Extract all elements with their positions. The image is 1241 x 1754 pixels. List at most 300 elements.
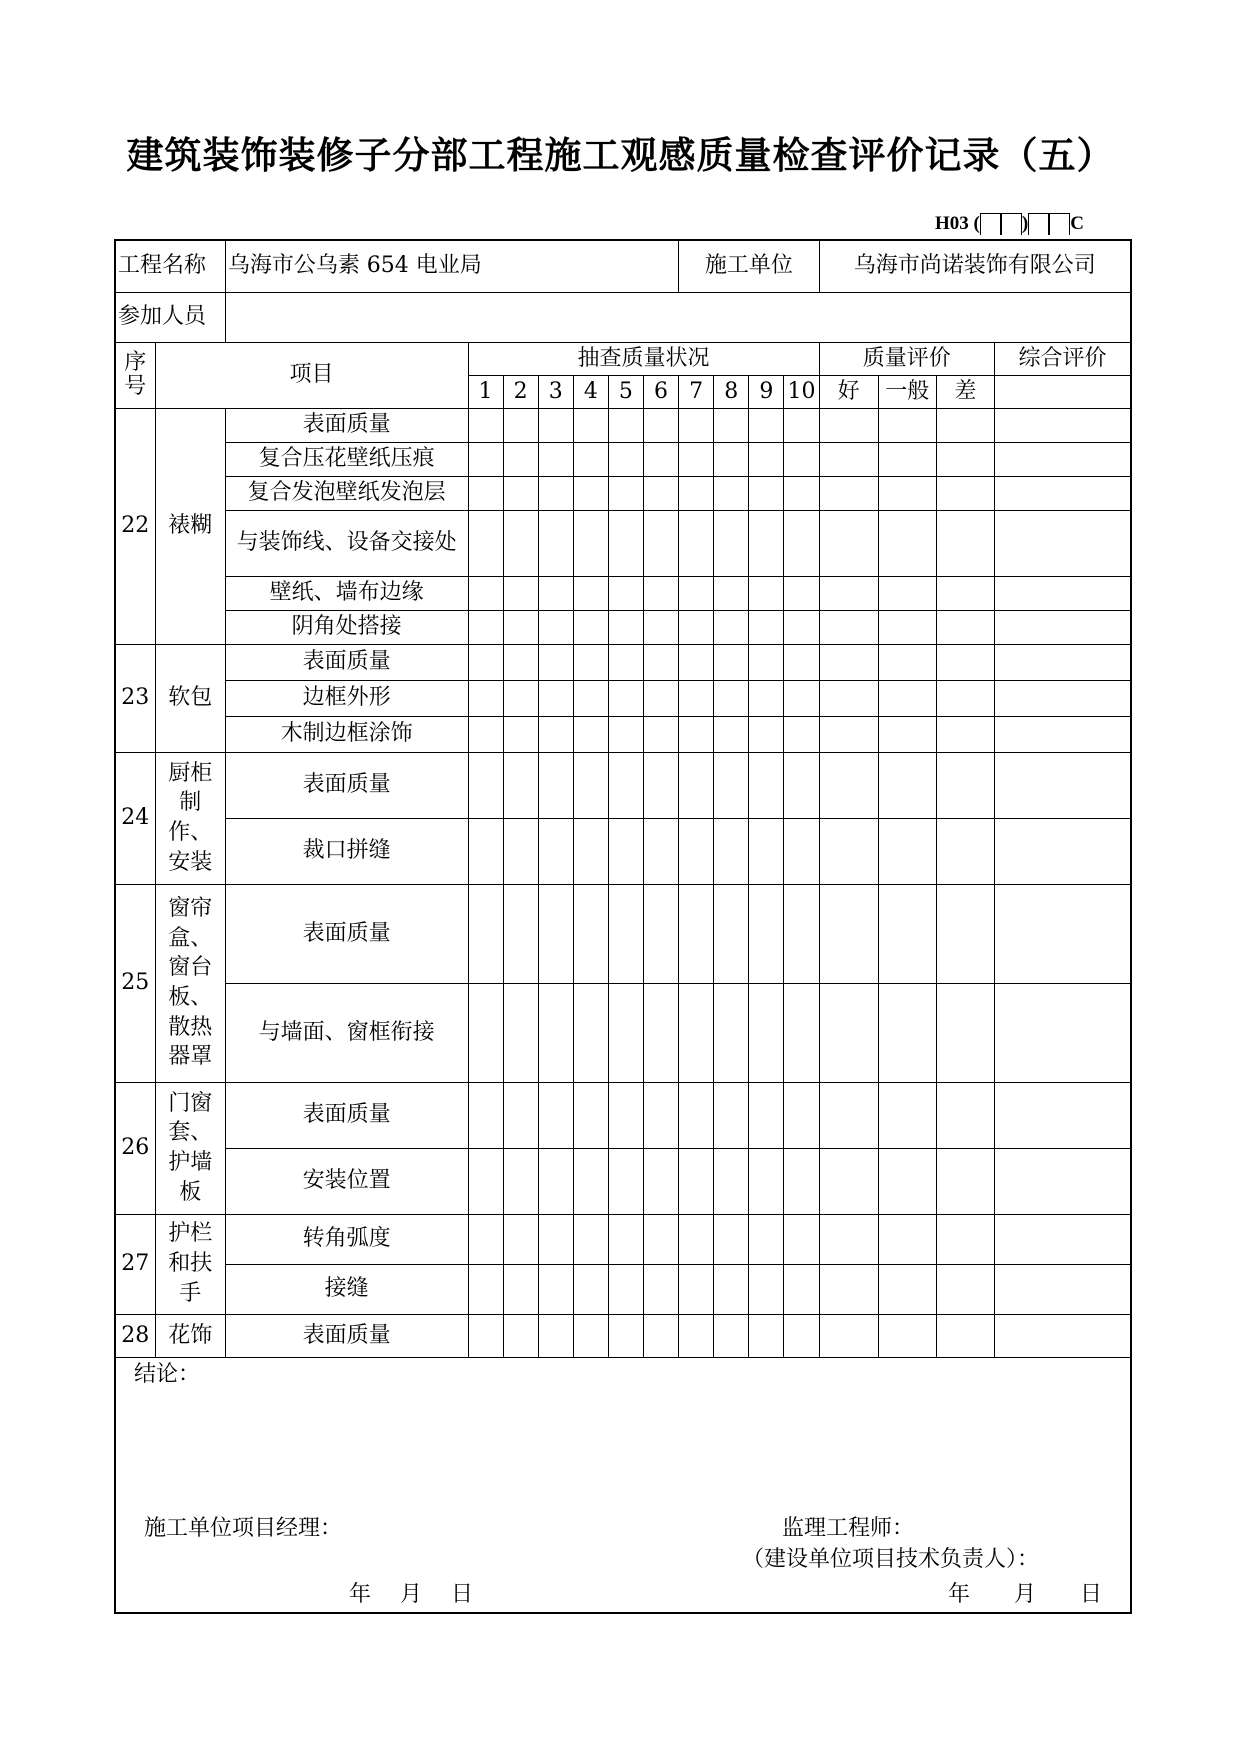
inspection-item: 阴角处搭接 [225, 610, 468, 644]
inspection-item: 与装饰线、设备交接处 [225, 510, 468, 576]
sample-cell[interactable] [503, 510, 538, 576]
sample-cell[interactable] [468, 1314, 503, 1357]
quality-cell[interactable] [936, 1314, 994, 1357]
sample-cell[interactable] [573, 884, 608, 983]
sample-cell[interactable] [608, 752, 643, 818]
sample-cell[interactable] [784, 1214, 819, 1264]
overall-eval-blank [994, 375, 1131, 408]
sample-cell[interactable] [643, 1214, 678, 1264]
sample-cell[interactable] [503, 818, 538, 884]
sample-cell[interactable] [573, 752, 608, 818]
sample-cell[interactable] [643, 983, 678, 1082]
sample-cell[interactable] [538, 610, 573, 644]
sample-cell[interactable] [643, 680, 678, 716]
sample-cell[interactable] [573, 1214, 608, 1264]
quality-cell[interactable] [819, 408, 878, 442]
sample-cell[interactable] [784, 576, 819, 610]
sample-cell[interactable] [573, 1264, 608, 1314]
quality-cell[interactable] [878, 476, 936, 510]
quality-cell[interactable] [936, 442, 994, 476]
quality-cell[interactable] [878, 1148, 936, 1214]
sample-cell[interactable] [784, 716, 819, 752]
sample-cell[interactable] [714, 1264, 749, 1314]
inspection-item: 表面质量 [225, 644, 468, 680]
quality-cell[interactable] [878, 716, 936, 752]
sample-cell[interactable] [679, 1314, 714, 1357]
sample-cell[interactable] [714, 576, 749, 610]
sample-cell[interactable] [679, 644, 714, 680]
inspection-item: 表面质量 [225, 1314, 468, 1357]
overall-cell[interactable] [994, 752, 1131, 818]
sample-cell[interactable] [608, 680, 643, 716]
sample-cell[interactable] [573, 818, 608, 884]
sample-cell[interactable] [573, 1314, 608, 1357]
quality-cell[interactable] [936, 1264, 994, 1314]
sample-cell[interactable] [468, 818, 503, 884]
sample-cell[interactable] [503, 1148, 538, 1214]
inspection-item: 复合发泡壁纸发泡层 [225, 476, 468, 510]
sample-cell[interactable] [468, 1082, 503, 1148]
quality-cell[interactable] [878, 680, 936, 716]
sample-cell[interactable] [714, 510, 749, 576]
conclusion-label: 结论： [134, 1361, 201, 1387]
sample-cell[interactable] [503, 476, 538, 510]
inspection-item: 表面质量 [225, 752, 468, 818]
sample-cell[interactable] [468, 884, 503, 983]
sample-cell[interactable] [749, 610, 784, 644]
sample-cell[interactable] [714, 716, 749, 752]
quality-cell[interactable] [819, 1264, 878, 1314]
sample-cell[interactable] [503, 884, 538, 983]
quality-cell[interactable] [878, 510, 936, 576]
sample-cell[interactable] [468, 610, 503, 644]
overall-cell[interactable] [994, 1148, 1131, 1214]
sample-cell[interactable] [503, 752, 538, 818]
inspection-item: 木制边框涂饰 [225, 716, 468, 752]
sample-cell[interactable] [608, 1264, 643, 1314]
sample-cell[interactable] [784, 1148, 819, 1214]
sample-cell[interactable] [468, 680, 503, 716]
sample-cell[interactable] [714, 610, 749, 644]
sample-cell[interactable] [714, 644, 749, 680]
sample-num: 7 [679, 375, 714, 408]
inspection-item: 表面质量 [225, 884, 468, 983]
sample-cell[interactable] [784, 884, 819, 983]
sample-cell[interactable] [749, 408, 784, 442]
sample-cell[interactable] [679, 442, 714, 476]
quality-cell[interactable] [936, 408, 994, 442]
quality-cell[interactable] [819, 442, 878, 476]
sample-cell[interactable] [679, 1148, 714, 1214]
overall-cell[interactable] [994, 476, 1131, 510]
quality-cell[interactable] [878, 983, 936, 1082]
sample-cell[interactable] [784, 818, 819, 884]
sample-cell[interactable] [679, 884, 714, 983]
group-number: 25 [115, 884, 155, 1082]
quality-cell[interactable] [819, 1314, 878, 1357]
sample-cell[interactable] [608, 1314, 643, 1357]
quality-cell[interactable] [878, 752, 936, 818]
sample-cell[interactable] [749, 752, 784, 818]
sample-cell[interactable] [468, 476, 503, 510]
inspection-item: 表面质量 [225, 1082, 468, 1148]
quality-cell[interactable] [819, 716, 878, 752]
sample-cell[interactable] [784, 752, 819, 818]
overall-cell[interactable] [994, 1082, 1131, 1148]
sample-cell[interactable] [468, 983, 503, 1082]
quality-cell[interactable] [878, 610, 936, 644]
table-row [115, 576, 1131, 610]
sample-cell[interactable] [784, 1082, 819, 1148]
sample-cell[interactable] [608, 1148, 643, 1214]
group-category: 软包 [155, 644, 225, 752]
group-number: 22 [115, 408, 155, 644]
sample-cell[interactable] [714, 680, 749, 716]
sample-cell[interactable] [573, 442, 608, 476]
sample-cell[interactable] [784, 1264, 819, 1314]
quality-cell[interactable] [819, 610, 878, 644]
form-code-prefix: H03 ( [935, 213, 980, 234]
form-code-box-group-1 [980, 213, 1022, 235]
sample-cell[interactable] [643, 752, 678, 818]
quality-cell[interactable] [936, 610, 994, 644]
sample-cell[interactable] [679, 716, 714, 752]
sample-cell[interactable] [608, 408, 643, 442]
sample-cell[interactable] [643, 476, 678, 510]
sample-num: 8 [714, 375, 749, 408]
quality-cell[interactable] [878, 1264, 936, 1314]
inspection-item: 壁纸、墙布边缘 [225, 576, 468, 610]
sample-cell[interactable] [643, 1148, 678, 1214]
sample-cell[interactable] [538, 644, 573, 680]
group-category: 窗帘盒、窗台板、散热器罩 [155, 884, 225, 1082]
quality-cell[interactable] [819, 1082, 878, 1148]
sample-cell[interactable] [608, 644, 643, 680]
quality-cell[interactable] [936, 476, 994, 510]
overall-cell[interactable] [994, 442, 1131, 476]
sample-cell[interactable] [608, 818, 643, 884]
quality-cell[interactable] [936, 1148, 994, 1214]
sample-cell[interactable] [714, 442, 749, 476]
sample-cell[interactable] [679, 610, 714, 644]
sample-num: 6 [643, 375, 678, 408]
sample-cell[interactable] [573, 1082, 608, 1148]
quality-cell[interactable] [936, 818, 994, 884]
quality-cell[interactable] [878, 644, 936, 680]
quality-cell[interactable] [819, 884, 878, 983]
inspection-item: 表面质量 [225, 408, 468, 442]
sample-num: 3 [538, 375, 573, 408]
sample-cell[interactable] [643, 510, 678, 576]
sample-cell[interactable] [538, 680, 573, 716]
sample-cell[interactable] [714, 818, 749, 884]
quality-cell[interactable] [819, 1148, 878, 1214]
quality-level-good: 好 [819, 375, 878, 408]
inspection-table [114, 239, 1132, 1614]
quality-level-fair: 一般 [878, 375, 936, 408]
sample-cell[interactable] [714, 1214, 749, 1264]
sample-cell[interactable] [538, 510, 573, 576]
sample-cell[interactable] [749, 884, 784, 983]
group-number: 23 [115, 644, 155, 752]
sample-cell[interactable] [573, 476, 608, 510]
sample-cell[interactable] [573, 576, 608, 610]
sample-cell[interactable] [608, 1214, 643, 1264]
overall-cell[interactable] [994, 1214, 1131, 1264]
sample-cell[interactable] [468, 1214, 503, 1264]
sample-cell[interactable] [749, 476, 784, 510]
seq-header: 序号 [115, 342, 155, 408]
sample-cell[interactable] [643, 1264, 678, 1314]
quality-cell[interactable] [936, 716, 994, 752]
sample-cell[interactable] [608, 442, 643, 476]
overall-cell[interactable] [994, 1264, 1131, 1314]
sample-cell[interactable] [503, 1264, 538, 1314]
sample-cell[interactable] [643, 610, 678, 644]
sample-cell[interactable] [573, 716, 608, 752]
quality-cell[interactable] [936, 752, 994, 818]
sample-cell[interactable] [468, 408, 503, 442]
sample-cell[interactable] [679, 818, 714, 884]
quality-cell[interactable] [819, 644, 878, 680]
sample-cell[interactable] [679, 752, 714, 818]
sample-cell[interactable] [538, 442, 573, 476]
sample-cell[interactable] [714, 983, 749, 1082]
date-left: 年 月 日 [349, 1581, 473, 1607]
sample-cell[interactable] [784, 610, 819, 644]
sample-cell[interactable] [643, 818, 678, 884]
quality-level-poor: 差 [936, 375, 994, 408]
overall-cell[interactable] [994, 510, 1131, 576]
sample-cell[interactable] [643, 716, 678, 752]
quality-cell[interactable] [936, 510, 994, 576]
sample-cell[interactable] [468, 1148, 503, 1214]
quality-cell[interactable] [936, 884, 994, 983]
quality-cell[interactable] [936, 1214, 994, 1264]
quality-cell[interactable] [819, 752, 878, 818]
sample-cell[interactable] [643, 442, 678, 476]
sample-cell[interactable] [679, 408, 714, 442]
sample-cell[interactable] [679, 510, 714, 576]
inspection-item: 转角弧度 [225, 1214, 468, 1264]
sample-cell[interactable] [749, 1264, 784, 1314]
sample-num: 5 [608, 375, 643, 408]
sample-cell[interactable] [784, 408, 819, 442]
sample-cell[interactable] [538, 983, 573, 1082]
sample-cell[interactable] [608, 510, 643, 576]
table-row [115, 1264, 1131, 1314]
sample-cell[interactable] [503, 442, 538, 476]
sample-cell[interactable] [538, 1214, 573, 1264]
sample-cell[interactable] [643, 1314, 678, 1357]
sample-cell[interactable] [679, 1264, 714, 1314]
participants-value [225, 292, 1131, 342]
sample-cell[interactable] [679, 476, 714, 510]
sample-cell[interactable] [503, 408, 538, 442]
sample-cell[interactable] [503, 680, 538, 716]
sample-cell[interactable] [643, 408, 678, 442]
sample-cell[interactable] [679, 983, 714, 1082]
sample-cell[interactable] [679, 1214, 714, 1264]
form-code-box-group-2 [1028, 213, 1070, 235]
sample-cell[interactable] [573, 644, 608, 680]
overall-cell[interactable] [994, 610, 1131, 644]
participants-label: 参加人员 [115, 292, 225, 342]
sample-cell[interactable] [573, 408, 608, 442]
quality-cell[interactable] [878, 1082, 936, 1148]
sample-cell[interactable] [643, 644, 678, 680]
sample-cell[interactable] [503, 1082, 538, 1148]
sample-cell[interactable] [714, 476, 749, 510]
table-row [115, 752, 1131, 818]
group-category: 裱糊 [155, 408, 225, 644]
overall-cell[interactable] [994, 884, 1131, 983]
quality-cell[interactable] [936, 680, 994, 716]
sample-cell[interactable] [503, 610, 538, 644]
sample-cell[interactable] [503, 1214, 538, 1264]
sample-cell[interactable] [643, 1082, 678, 1148]
sample-cell[interactable] [714, 884, 749, 983]
conclusion-section[interactable] [115, 1357, 1131, 1613]
quality-cell[interactable] [878, 442, 936, 476]
overall-cell[interactable] [994, 680, 1131, 716]
sample-cell[interactable] [503, 576, 538, 610]
sample-cell[interactable] [503, 983, 538, 1082]
sample-cell[interactable] [538, 716, 573, 752]
quality-cell[interactable] [878, 576, 936, 610]
overall-cell[interactable] [994, 576, 1131, 610]
sample-cell[interactable] [749, 818, 784, 884]
sample-cell[interactable] [538, 752, 573, 818]
overall-cell[interactable] [994, 1314, 1131, 1357]
sample-cell[interactable] [573, 983, 608, 1082]
sample-cell[interactable] [538, 1082, 573, 1148]
sample-cell[interactable] [468, 644, 503, 680]
sample-cell[interactable] [784, 644, 819, 680]
sample-cell[interactable] [573, 510, 608, 576]
overall-cell[interactable] [994, 716, 1131, 752]
sample-cell[interactable] [784, 442, 819, 476]
sample-cell[interactable] [749, 716, 784, 752]
overall-cell[interactable] [994, 818, 1131, 884]
quality-cell[interactable] [878, 408, 936, 442]
quality-cell[interactable] [936, 576, 994, 610]
sample-cell[interactable] [538, 576, 573, 610]
sample-cell[interactable] [503, 716, 538, 752]
quality-cell[interactable] [936, 1082, 994, 1148]
sample-cell[interactable] [749, 983, 784, 1082]
sample-num: 10 [784, 375, 819, 408]
sample-cell[interactable] [679, 1082, 714, 1148]
sample-cell[interactable] [538, 818, 573, 884]
sample-cell[interactable] [538, 1314, 573, 1357]
quality-cell[interactable] [819, 680, 878, 716]
sample-cell[interactable] [538, 1264, 573, 1314]
inspection-item: 与墙面、窗框衔接 [225, 983, 468, 1082]
sample-cell[interactable] [749, 644, 784, 680]
sample-cell[interactable] [749, 442, 784, 476]
sample-cell[interactable] [749, 510, 784, 576]
sample-cell[interactable] [784, 476, 819, 510]
sample-cell[interactable] [608, 983, 643, 1082]
sample-cell[interactable] [468, 576, 503, 610]
sample-cell[interactable] [679, 680, 714, 716]
sample-cell[interactable] [468, 1264, 503, 1314]
quality-cell[interactable] [819, 476, 878, 510]
sample-cell[interactable] [608, 1082, 643, 1148]
quality-cell[interactable] [878, 818, 936, 884]
sample-cell[interactable] [608, 476, 643, 510]
sample-cell[interactable] [538, 1148, 573, 1214]
quality-cell[interactable] [819, 576, 878, 610]
sample-cell[interactable] [784, 680, 819, 716]
sample-cell[interactable] [749, 1214, 784, 1264]
sample-cell[interactable] [749, 1148, 784, 1214]
quality-cell[interactable] [878, 884, 936, 983]
sample-cell[interactable] [643, 576, 678, 610]
sample-cell[interactable] [608, 576, 643, 610]
quality-cell[interactable] [819, 983, 878, 1082]
sample-cell[interactable] [784, 510, 819, 576]
quality-cell[interactable] [936, 983, 994, 1082]
quality-cell[interactable] [819, 818, 878, 884]
sample-cell[interactable] [468, 716, 503, 752]
sample-cell[interactable] [538, 476, 573, 510]
overall-cell[interactable] [994, 408, 1131, 442]
sample-cell[interactable] [749, 680, 784, 716]
sample-cell[interactable] [468, 752, 503, 818]
quality-cell[interactable] [936, 644, 994, 680]
sample-cell[interactable] [784, 983, 819, 1082]
sample-cell[interactable] [714, 1082, 749, 1148]
table-row [115, 716, 1131, 752]
sample-cell[interactable] [573, 610, 608, 644]
sample-cell[interactable] [608, 884, 643, 983]
sample-cell[interactable] [608, 610, 643, 644]
sample-cell[interactable] [538, 408, 573, 442]
quality-cell[interactable] [878, 1214, 936, 1264]
overall-cell[interactable] [994, 983, 1131, 1082]
sample-cell[interactable] [643, 884, 678, 983]
quality-cell[interactable] [819, 1214, 878, 1264]
sample-cell[interactable] [714, 408, 749, 442]
quality-cell[interactable] [819, 510, 878, 576]
sample-cell[interactable] [468, 510, 503, 576]
sample-cell[interactable] [608, 716, 643, 752]
sample-cell[interactable] [573, 1148, 608, 1214]
sample-cell[interactable] [749, 576, 784, 610]
group-number: 26 [115, 1082, 155, 1214]
sample-cell[interactable] [714, 752, 749, 818]
table-row [115, 510, 1131, 576]
sample-cell[interactable] [538, 884, 573, 983]
inspection-item: 复合压花壁纸压痕 [225, 442, 468, 476]
sample-cell[interactable] [503, 644, 538, 680]
sample-cell[interactable] [503, 1314, 538, 1357]
sample-cell[interactable] [468, 442, 503, 476]
quality-cell[interactable] [878, 1314, 936, 1357]
sample-cell[interactable] [714, 1148, 749, 1214]
sample-num: 4 [573, 375, 608, 408]
sample-cell[interactable] [714, 1314, 749, 1357]
sample-cell[interactable] [784, 1314, 819, 1357]
sample-cell[interactable] [749, 1082, 784, 1148]
sample-cell[interactable] [573, 680, 608, 716]
sample-cell[interactable] [679, 576, 714, 610]
table-row [115, 884, 1131, 983]
sample-cell[interactable] [749, 1314, 784, 1357]
overall-cell[interactable] [994, 644, 1131, 680]
